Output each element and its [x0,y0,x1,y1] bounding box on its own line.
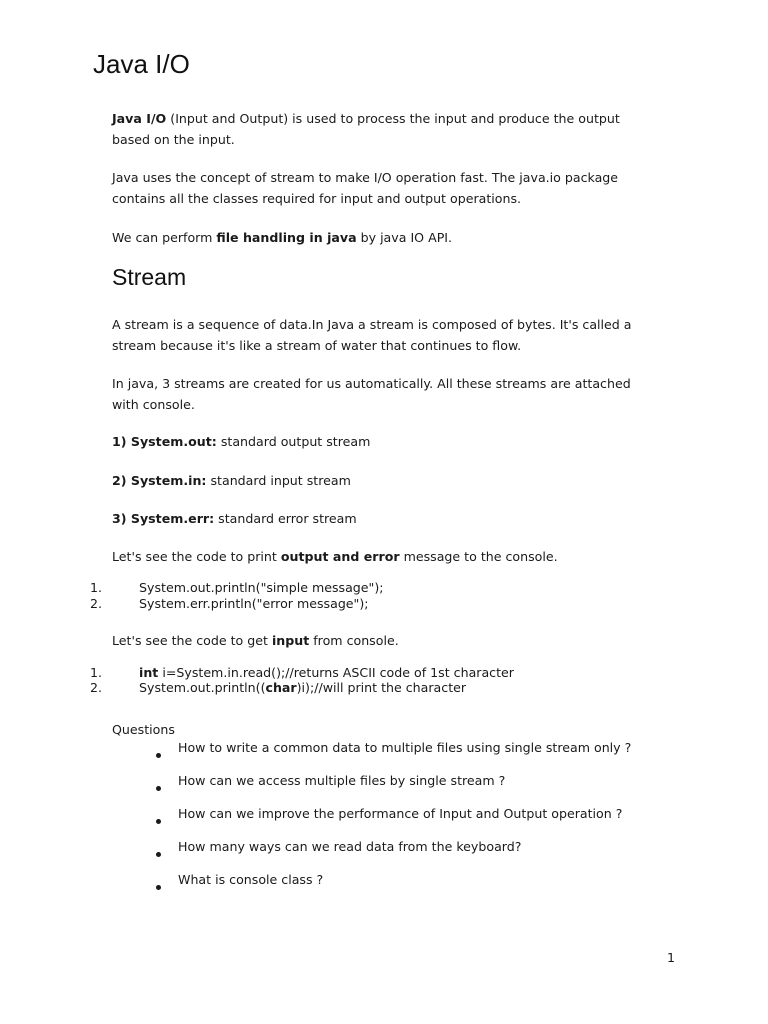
code-line-number: 2. [90,680,103,695]
intro-paragraph-3 [112,227,452,248]
question-item: How can we improve the performance of Input and Output operation ? [178,806,623,821]
bullet-icon [156,877,161,895]
question-item: How many ways can we read data from the keyboard? [178,839,522,854]
code-intro-post: message to the console. [399,549,558,564]
stream-item [112,431,370,452]
code-keyword: int [139,665,159,680]
stream-paragraph-1-line-2: stream because it's like a stream of water that continues to flow. [112,338,522,353]
code-line: System.err.println("error message"); [139,596,369,611]
intro-text: (Input and Output) is used to process the input and produce the output [166,111,620,126]
stream-item-text: standard output stream [216,434,371,449]
stream-paragraph-2-line-2: with console. [112,397,195,412]
code-intro-bold: output and error [280,549,400,564]
stream-item-label: 1) System.out: [112,434,217,449]
question-item: How can we access multiple files by single stream ? [178,773,506,788]
code-intro-bold: input [271,633,310,648]
code-text: )i);//will print the character [296,680,467,695]
code-keyword: char [265,680,297,695]
intro-p3-pre: We can perform [112,230,217,245]
intro-paragraph-1-line-1 [112,108,620,129]
intro-paragraph-1-line-2: based on the input. [112,132,235,147]
page-title: Java I/O [93,49,190,79]
question-item: How to write a common data to multiple files using single stream only ? [178,740,632,755]
bullet-icon [156,811,161,829]
section-heading-stream: Stream [112,264,187,290]
code-line: System.out.println("simple message"); [139,580,384,595]
stream-item [112,508,357,529]
intro-p3-post: by java IO API. [356,230,453,245]
stream-paragraph-2-line-1: In java, 3 streams are created for us automatically. All these streams are attached [112,376,631,391]
code-line [139,665,514,680]
code-intro-output [112,546,558,567]
intro-p3-bold: file handling in java [216,230,357,245]
intro-bold-term: Java I/O [112,111,167,126]
code-intro-input [112,630,399,651]
stream-paragraph-1-line-1: A stream is a sequence of data.In Java a stream is composed of bytes. It's called a [112,317,632,332]
code-text: i=System.in.read();//returns ASCII code of 1st character [158,665,514,680]
stream-item-label: 2) System.in: [112,473,207,488]
code-line [139,680,466,695]
code-line-number: 2. [90,596,103,611]
bullet-icon [156,778,161,796]
stream-item-text: standard error stream [214,511,357,526]
code-intro-pre: Let's see the code to print [112,549,281,564]
page-number: 1 [667,950,676,965]
intro-paragraph-2-line-2: contains all the classes required for input and output operations. [112,191,522,206]
code-intro-post: from console. [309,633,399,648]
code-text: System.out.println(( [139,680,266,695]
stream-item [112,470,351,491]
questions-label: Questions [112,722,175,737]
stream-item-text: standard input stream [206,473,351,488]
code-line-number: 1. [90,580,103,595]
bullet-icon [156,745,161,763]
bullet-icon [156,844,161,862]
intro-paragraph-2-line-1: Java uses the concept of stream to make I/O operation fast. The java.io package [112,170,619,185]
code-line-number: 1. [90,665,103,680]
stream-item-label: 3) System.err: [112,511,215,526]
code-intro-pre: Let's see the code to get [112,633,272,648]
question-item: What is console class ? [178,872,324,887]
